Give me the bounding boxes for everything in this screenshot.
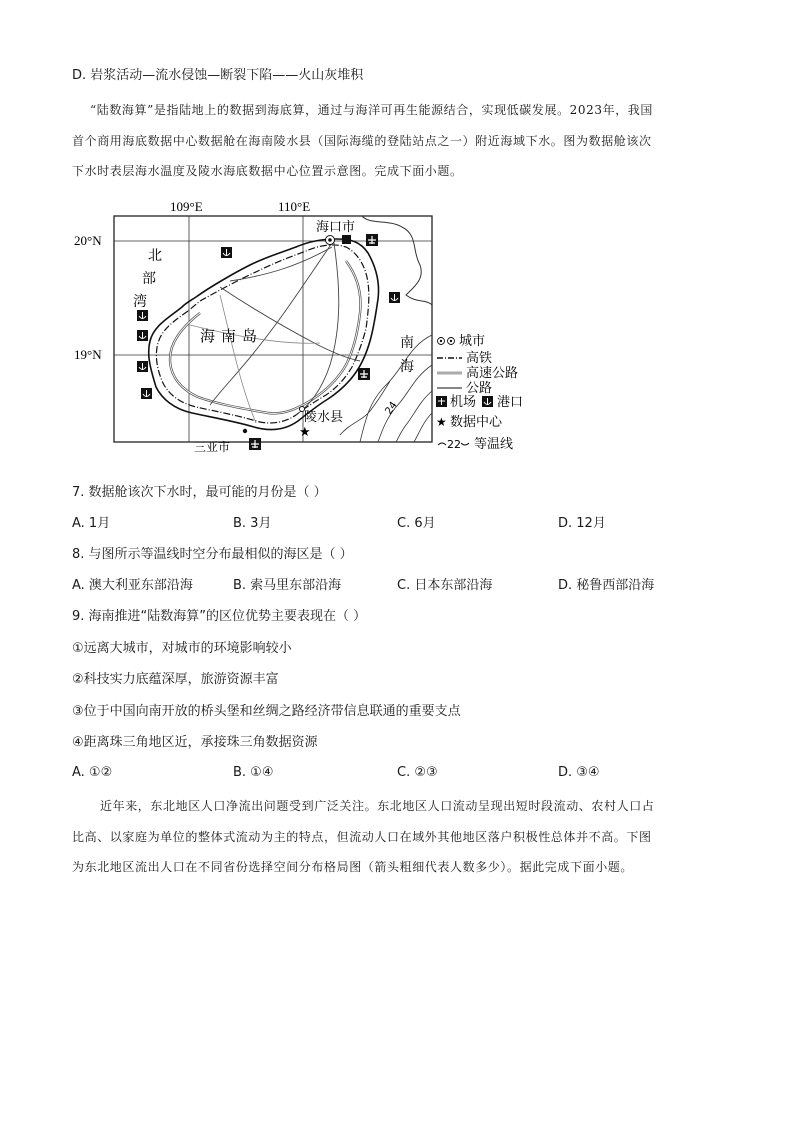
q7-option-d[interactable]: D. 12月 [558, 516, 606, 531]
prev-question-option-d: D. 岩浆活动—流水侵蚀—断裂下陷——火山灰堆积 [72, 68, 364, 83]
legend-port: 港口 [497, 395, 524, 410]
intro2-line-2: 比高、以家庭为单位的整体式流动为主的特点，但流动人口在域外其他地区落户积极性总体并不高。下图 [72, 830, 652, 844]
intro-line-1: “陆数海算”是指陆地上的数据到海底算，通过与海洋可再生能源结合，实现低碳发展。2023年，我国 [90, 103, 654, 117]
airport-icon [366, 234, 378, 246]
port-icon [137, 310, 148, 321]
sanya-city-symbol [243, 429, 247, 433]
q9-option-a[interactable]: A. ①② [72, 765, 113, 780]
q8-stem: 8. 与图所示等温线时空分布最相似的海区是（ ） [72, 547, 353, 562]
legend-expressway: 高速公路 [466, 366, 519, 381]
q8-option-c[interactable]: C. 日本东部沿海 [397, 578, 493, 593]
lat-label-20: 20°N [74, 233, 102, 248]
port-icon [389, 292, 400, 303]
hainan-island-outline [149, 239, 379, 429]
port-icon [137, 361, 148, 372]
isotherm-24-label: 24 [383, 399, 400, 417]
legend-rail: 高铁 [466, 351, 493, 366]
q7-option-c[interactable]: C. 6月 [397, 516, 436, 531]
port-icon [221, 247, 232, 258]
q8-option-d[interactable]: D. 秘鲁西部沿海 [558, 578, 655, 593]
airport-icon [249, 438, 261, 450]
haikou-label: 海口市 [316, 220, 356, 235]
q9-option-d[interactable]: D. ③④ [558, 765, 600, 780]
q9-item-3: ③位于中国向南开放的桥头堡和丝绸之路经济带信息联通的重要支点 [72, 704, 461, 719]
sanya-label: 三亚市 [194, 440, 231, 454]
legend-isotherm-sample: 22 [447, 438, 461, 451]
q9-item-1: ①远离大城市，对城市的环境影响较小 [72, 641, 292, 656]
hainan-island-label: 海南岛 [200, 327, 264, 345]
q9-item-2: ②科技实力底蕴深厚，旅游资源丰富 [72, 672, 279, 687]
south-sea-char-1: 南 [400, 335, 414, 351]
intro-line-3: 下水时表层海水温度及陵水海底数据中心位置示意图。完成下面小题。 [72, 164, 463, 178]
lat-label-19: 19°N [74, 347, 102, 362]
q9-item-4: ④距离珠三角地区近，承接珠三角数据资源 [72, 735, 318, 750]
q7-stem: 7. 数据舱该次下水时，最可能的月份是（ ） [72, 485, 327, 500]
beibu-bay-char-2: 部 [142, 271, 156, 287]
intro2-line-1: 近年来，东北地区人口净流出问题受到广泛关注。东北地区人口流动呈现出短时段流动、农村人口占 [100, 799, 655, 813]
legend-isotherm: 等温线 [474, 437, 514, 452]
port-icon [141, 388, 152, 399]
lingshui-label: 陵水县 [304, 410, 344, 425]
lon-label-109: 109°E [170, 199, 203, 214]
legend-datacenter: 数据中心 [450, 415, 503, 430]
q8-option-a[interactable]: A. 澳大利亚东部沿海 [72, 578, 193, 593]
q9-option-c[interactable]: C. ②③ [397, 765, 438, 780]
beibu-bay-char-1: 北 [148, 248, 162, 264]
q9-stem: 9. 海南推进“陆数海算”的区位优势主要表现在（ ） [72, 609, 367, 624]
airport-icon [358, 368, 370, 380]
map-legend [436, 334, 523, 452]
datacenter-star-icon: ★ [299, 425, 311, 440]
south-sea-char-2: 海 [400, 359, 414, 375]
svg-text:★: ★ [436, 415, 447, 429]
q9-option-b[interactable]: B. ①④ [233, 765, 274, 780]
legend-road: 公路 [466, 381, 493, 396]
q7-option-b[interactable]: B. 3月 [233, 516, 272, 531]
intro2-line-3: 为东北地区流出人口在不同省份选择空间分布格局图（箭头粗细代表人数多少）。据此完成下面小题。 [72, 860, 634, 874]
legend-city: 城市 [459, 334, 486, 349]
port-icon [137, 330, 148, 341]
hainan-map-figure [70, 195, 540, 460]
lon-label-110: 110°E [278, 199, 311, 214]
legend-airport: 机场 [450, 395, 477, 410]
q8-option-b[interactable]: B. 索马里东部沿海 [233, 578, 342, 593]
q7-option-a[interactable]: A. 1月 [72, 516, 111, 531]
intro-line-2: 首个商用海底数据中心数据舱在海南陵水县（国际海缆的登陆站点之一）附近海域下水。图为数据舱该次 [72, 134, 652, 148]
beibu-bay-char-3: 湾 [133, 294, 147, 310]
